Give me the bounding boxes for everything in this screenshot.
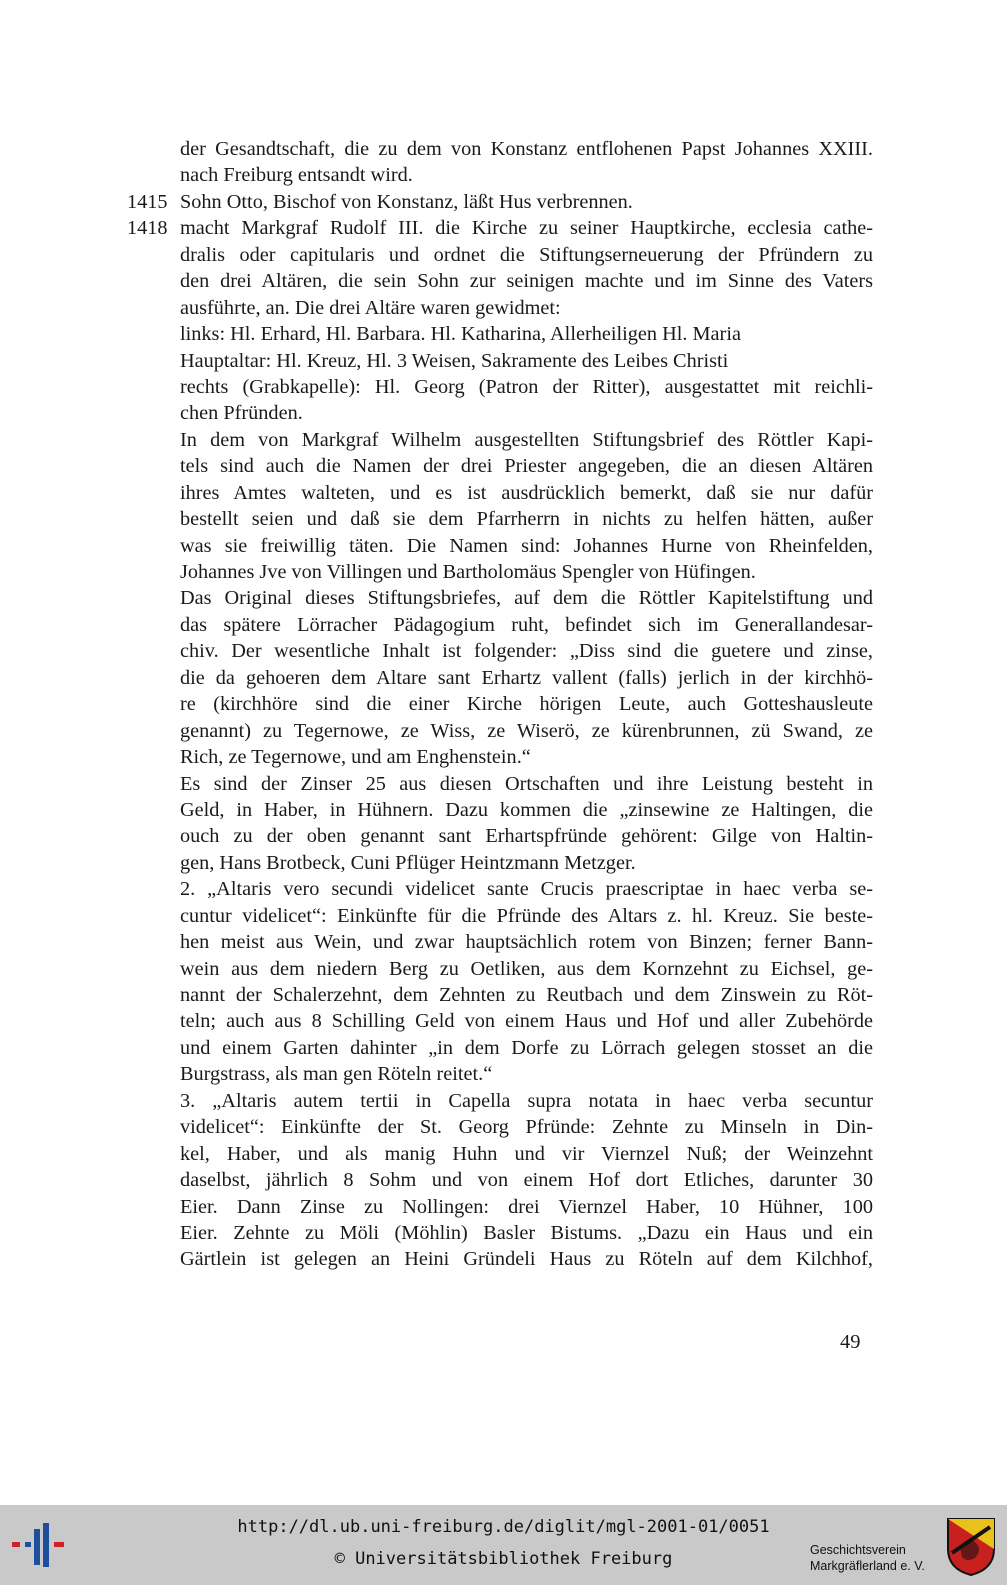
text-line [127,929,873,955]
line-text: bestellt seien und daß sie dem Pfarrherrn in nichts zu helfen hätten, außer [180,508,873,531]
text-line [127,876,873,902]
text-line [127,559,873,585]
line-text: ausführte, an. Die drei Altäre waren gewidmet: [180,296,561,319]
text-line [127,1114,873,1140]
page-number: 49 [840,1331,861,1353]
text-line [127,268,873,294]
line-text: ihres Amtes walteten, und es ist ausdrücklich bemerkt, daß sie nur dafür [180,481,873,504]
text-line [127,136,873,162]
text-line [127,1167,873,1193]
text-line [127,797,873,823]
text-line [127,189,873,215]
text-line [127,665,873,691]
line-text: cuntur videlicet“: Einkünfte für die Pfründe des Altars z. hl. Kreuz. Sie beste- [180,904,873,927]
text-line [127,506,873,532]
line-text: was sie freiwillig täten. Die Namen sind: Johannes Hurne von Rheinfelden, [180,534,873,557]
coat-of-arms-icon[interactable] [946,1517,996,1577]
text-line [127,744,873,770]
text-line [127,1141,873,1167]
line-text: Hauptaltar: Hl. Kreuz, Hl. 3 Weisen, Sakramente des Leibes Christi [180,349,729,372]
line-text: gen, Hans Brotbeck, Cuni Pflüger Heintzmann Metzger. [180,851,636,874]
line-text: Johannes Jve von Villingen und Bartholomäus Spengler von Hüfingen. [180,561,756,583]
text-line [127,242,873,268]
line-text: den drei Altären, die sein Sohn zur seinigen machte und im Sinne des Vaters [180,270,873,293]
text-line [127,295,873,321]
line-text: Geld, in Haber, in Hühnern. Dazu kommen die „zinsewine ze Haltingen, die [180,798,873,821]
text-line [127,533,873,559]
line-text: Burgstrass, als man gen Röteln reitet.“ [180,1063,493,1086]
text-line [127,162,873,188]
text-line [127,480,873,506]
line-text: videlicet“: Einkünfte der St. Georg Pfründe: Zehnte zu Minseln in Din- [180,1116,873,1139]
line-text: das spätere Lörracher Pädagogium ruht, befindet sich im Generallandesar- [180,613,873,636]
text-line [127,850,873,876]
text-line [127,956,873,982]
line-text: und einem Garten dahinter „in dem Dorfe zu Lörrach gelegen stosset an die [180,1036,873,1059]
text-line [127,321,873,347]
line-text: nach Freiburg entsandt wird. [180,164,413,187]
text-line [127,771,873,797]
text-line [127,718,873,744]
text-line [127,427,873,453]
line-text: teln; auch aus 8 Schilling Geld von einem Haus und Hof und aller Zubehörde [180,1010,873,1033]
line-text: Gärtlein ist gelegen an Heini Gründeli Haus zu Röteln auf dem Kilchhof, [180,1248,873,1271]
line-text: chiv. Der wesentliche Inhalt ist folgender: „Diss sind die guetere und zinse, [180,640,873,663]
line-text: 2. „Altaris vero secundi videlicet sante Crucis praescriptae in haec verba se- [180,878,873,901]
text-line [127,1008,873,1034]
text-line [127,1088,873,1114]
line-text: die da gehoeren dem Altare sant Erhartz vallent (falls) jerlich in der kirchhö- [180,666,873,689]
text-line [127,400,873,426]
text-line [127,585,873,611]
line-text: Eier. Zehnte zu Möli (Möhlin) Basler Bistums. „Dazu ein Haus und ein [180,1221,873,1244]
text-line [127,215,873,241]
text-line [127,638,873,664]
footer-url-link[interactable]: http://dl.ub.uni-freiburg.de/diglit/mgl-2001-01/0051 [237,1517,770,1537]
line-text: rechts (Grabkapelle): Hl. Georg (Patron der Ritter), ausgestattet mit reichli- [180,375,873,398]
text-line [127,1220,873,1246]
text-line [127,1194,873,1220]
line-text: re (kirchhöre sind die einer Kirche hörigen Leute, auch Gotteshausleute [180,693,873,716]
year-label: 1415 [127,190,168,213]
text-line [127,374,873,400]
line-text: Eier. Dann Zinse zu Nollingen: drei Viernzel Haber, 10 Hühner, 100 [180,1195,873,1218]
line-text: dralis oder capitularis und ordnet die Stiftungserneuerung der Pfründern zu [180,243,873,266]
line-text: links: Hl. Erhard, Hl. Barbara. Hl. Katharina, Allerheiligen Hl. Maria [180,323,741,346]
footer-copyright: © Universitätsbibliothek Freiburg [334,1549,673,1569]
text-line [127,982,873,1008]
line-text: 3. „Altaris autem tertii in Capella supra notata in haec verba secuntur [180,1089,873,1112]
text-line [127,453,873,479]
line-text: genannt) zu Tegernowe, ze Wiss, ze Wiserö, ze kürenbrunnen, zü Swand, ze [180,719,873,742]
line-text: ouch zu der oben genannt sant Erhartspfründe gehörent: Gilge von Haltin- [180,825,873,848]
line-text: Rich, ze Tegernowe, und am Enghenstein.“ [180,746,531,769]
text-line [127,1035,873,1061]
line-text: der Gesandtschaft, die zu dem von Konstanz entflohenen Papst Johannes XXIII. [180,138,873,160]
text-line [127,1246,873,1272]
line-text: kel, Haber, und als manig Huhn und vir Viernzel Nuß; der Weinzehnt [180,1142,873,1165]
line-text: Sohn Otto, Bischof von Konstanz, läßt Hus verbrennen. [180,190,633,213]
line-text: tels sind auch die Namen der drei Priester angegeben, die an diesen Altären [180,455,873,478]
line-text: chen Pfründen. [180,402,303,425]
line-text: hen meist aus Wein, und zwar hauptsächlich rotem von Binzen; ferner Bann- [180,931,873,954]
text-line [127,348,873,374]
text-line [127,823,873,849]
line-text: nannt der Schalerzehnt, dem Zehnten zu Reutbach und dem Zinswein zu Röt- [180,984,873,1006]
line-text: daselbst, jährlich 8 Sohm und von einem Hof dort Etliches, darunter 30 [180,1169,873,1192]
society-name [810,1542,925,1574]
society-name-line1: Geschichtsverein [810,1543,906,1557]
text-line [127,612,873,638]
document-body-text [127,136,873,1273]
text-line [127,1061,873,1087]
footer-bar [0,1505,1007,1585]
text-line [127,691,873,717]
line-text: wein aus dem niedern Berg zu Oetliken, aus dem Kornzehnt zu Eichsel, ge- [180,957,873,980]
society-name-line2: Markgräflerland e. V. [810,1559,925,1573]
text-line [127,903,873,929]
line-text: macht Markgraf Rudolf III. die Kirche zu seiner Hauptkirche, ecclesia cathe- [180,217,873,240]
line-text: Das Original dieses Stiftungsbriefes, auf dem die Röttler Kapitelstiftung und [180,587,873,610]
year-label: 1418 [127,217,168,240]
line-text: In dem von Markgraf Wilhelm ausgestellten Stiftungsbrief des Röttler Kapi- [180,428,873,451]
line-text: Es sind der Zinser 25 aus diesen Ortschaften und ihre Leistung besteht in [180,772,873,795]
